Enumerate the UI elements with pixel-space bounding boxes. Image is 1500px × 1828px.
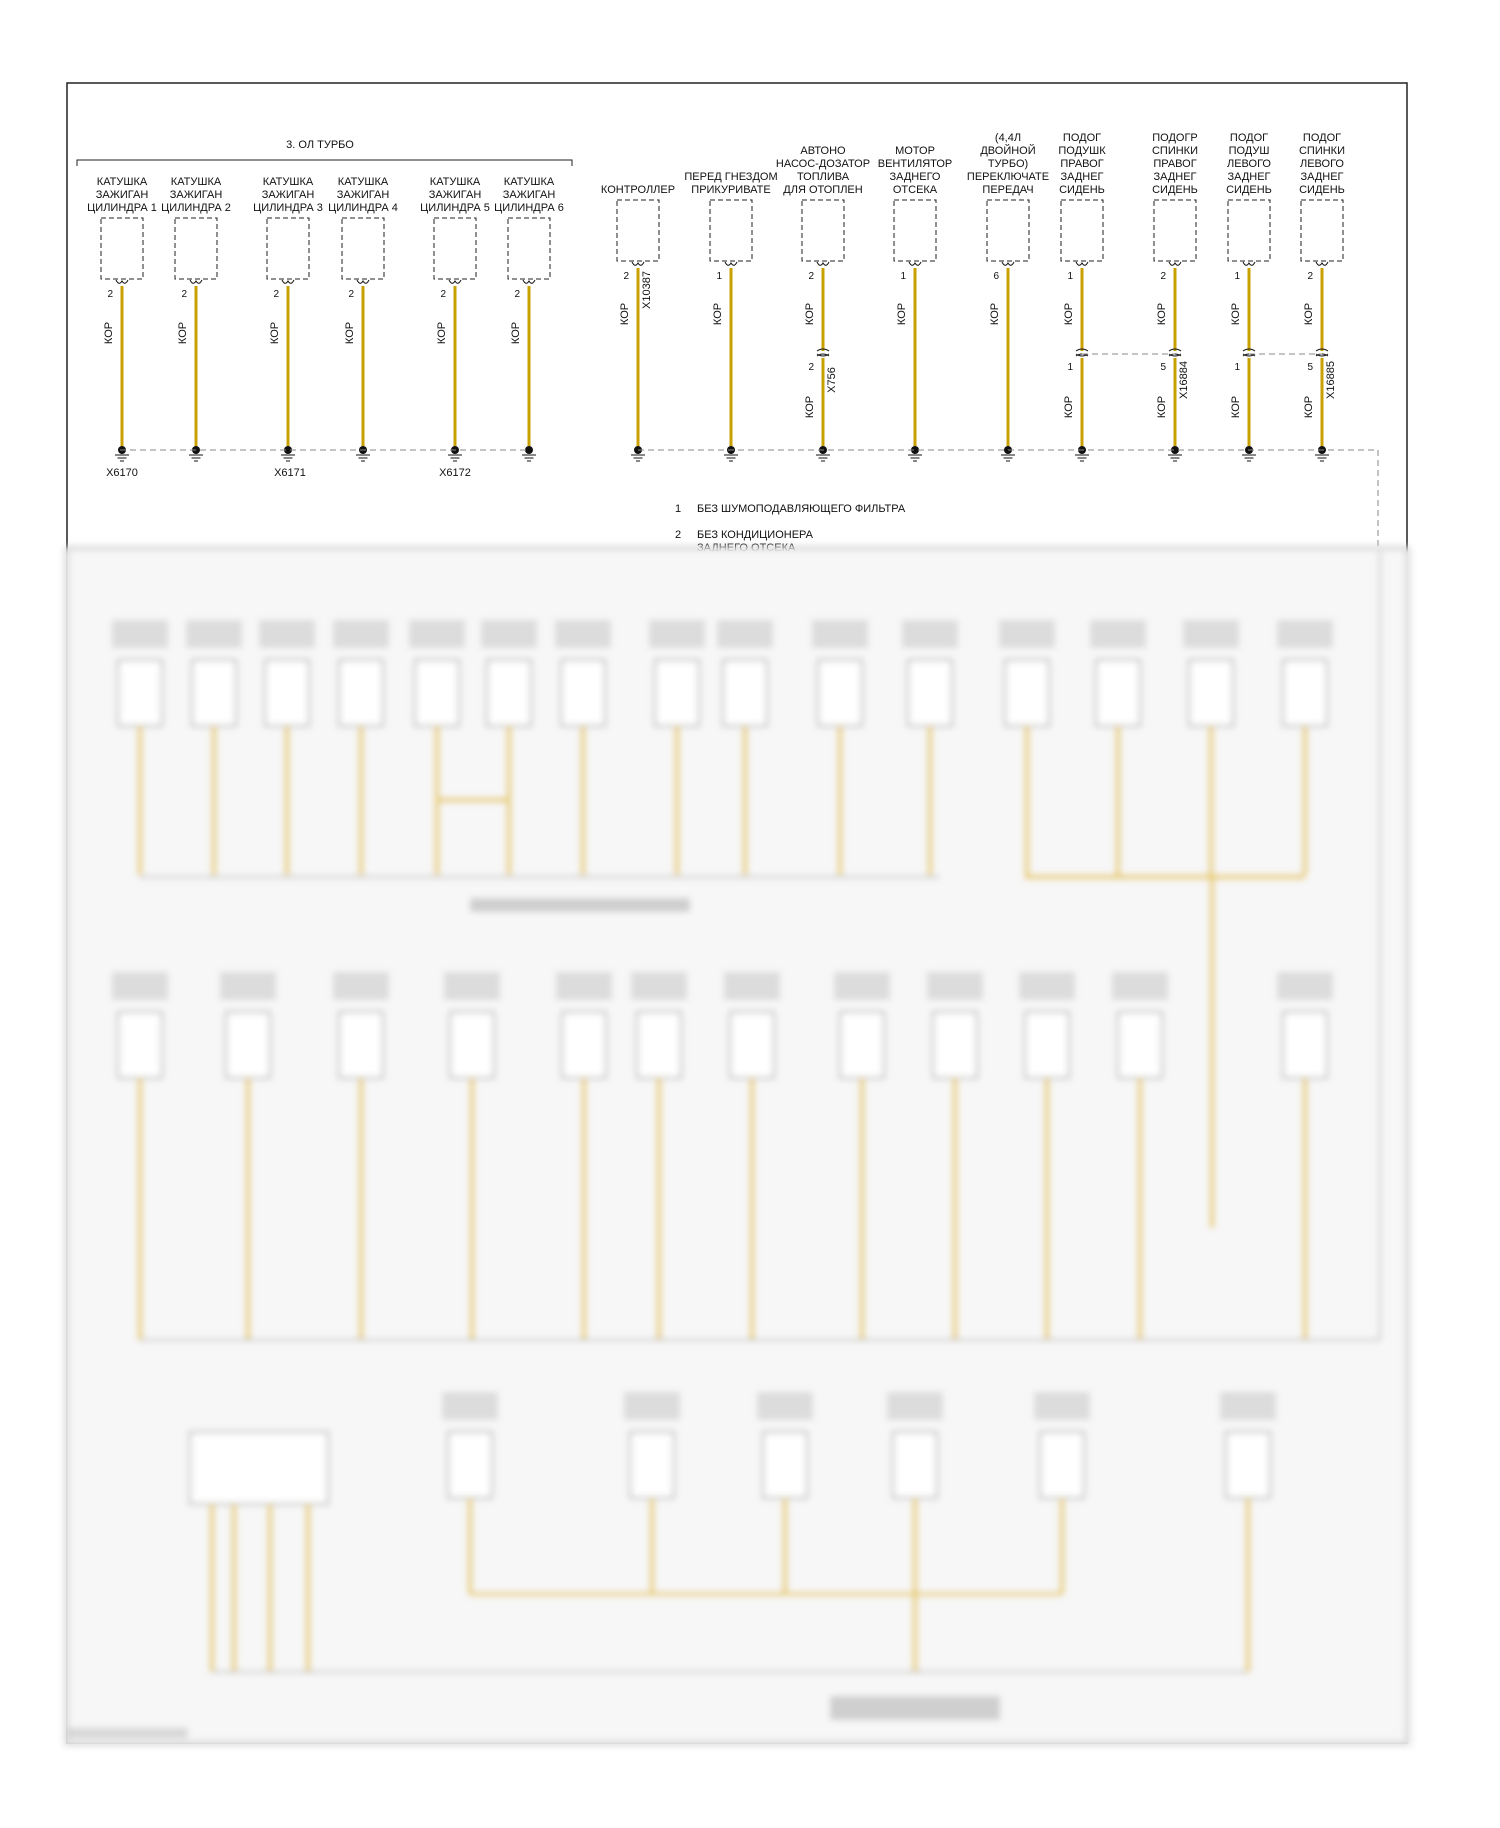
wire-color-label: КОР: [1230, 302, 1242, 326]
blurred-component: [1283, 660, 1327, 726]
component-label: ПОДУШ: [1228, 145, 1270, 157]
blurred-component: [1189, 660, 1233, 726]
component-label: ПЕРЕДАЧ: [982, 184, 1034, 196]
ground-icon: [281, 446, 295, 461]
blurred-label: [1090, 620, 1146, 648]
component-box: [342, 218, 384, 279]
wire-color-label: КОР: [1303, 395, 1315, 419]
pin-number: 1: [900, 271, 906, 282]
ground-icon: [724, 446, 738, 461]
blurred-label: [442, 1392, 498, 1420]
component-ignition-coil-2: [161, 176, 231, 461]
ground-label-3: X6172: [439, 467, 471, 479]
blurred-label: [1277, 972, 1333, 1000]
blurred-component: [190, 1432, 328, 1504]
wire-color-label: КОР: [804, 302, 816, 326]
wire-color-label: КОР: [177, 321, 189, 345]
blurred-label: [812, 620, 868, 648]
blurred-component: [1025, 1012, 1069, 1078]
component-label: ЗАДНЕГ: [1153, 171, 1197, 183]
blurred-label: [186, 620, 242, 648]
component-label: ЦИЛИНДРА 4: [328, 202, 398, 214]
connector-icon: [523, 280, 535, 283]
note-2-num: 2: [675, 529, 682, 541]
component-ignition-coil-6: [494, 176, 564, 461]
component-box: [267, 218, 309, 279]
component-3: [776, 145, 870, 461]
component-label: ДЛЯ ОТОПЛЕН: [783, 184, 863, 196]
blurred-label: [927, 972, 983, 1000]
blurred-label: [1183, 620, 1239, 648]
connector-icon: [449, 280, 461, 283]
component-label: ПРАВОГ: [1153, 158, 1197, 170]
pin-number-inline: 5: [1160, 362, 1166, 373]
component-4: [878, 145, 953, 461]
component-label: ЗАЖИГАН: [261, 189, 315, 201]
connector-icon: [190, 280, 202, 283]
connector-id: X16885: [1325, 361, 1337, 399]
blurred-label: [112, 620, 168, 648]
component-ignition-coil-5: [420, 176, 490, 461]
component-box: [894, 200, 936, 261]
component-1: [601, 184, 675, 461]
wire-color-label: КОР: [896, 302, 908, 326]
component-label: КАТУШКА: [170, 176, 222, 188]
blurred-component: [562, 1012, 606, 1078]
component-label: ПОДОГ: [1229, 132, 1269, 144]
component-label: СИДЕНЬ: [1226, 184, 1272, 196]
blurred-component: [1005, 660, 1049, 726]
connector-icon: [1169, 262, 1181, 265]
pin-number-inline: 2: [808, 362, 814, 373]
connector-icon: [1316, 262, 1328, 265]
blurred-label: [68, 1728, 188, 1738]
connector-icon: [357, 280, 369, 283]
component-ignition-coil-4: [328, 176, 398, 461]
blurred-label: [481, 620, 537, 648]
ground-icon: [1242, 446, 1256, 461]
blurred-component: [630, 1432, 674, 1498]
ground-icon: [189, 446, 203, 461]
component-label: ЦИЛИНДРА 3: [253, 202, 323, 214]
component-label: КОНТРОЛЛЕР: [600, 184, 676, 196]
blurred-component: [840, 1012, 884, 1078]
pin-number: 2: [348, 289, 354, 300]
component-label: ТОПЛИВА: [796, 171, 850, 183]
blurred-label: [631, 972, 687, 1000]
component-5: [967, 132, 1049, 461]
blurred-component: [723, 660, 767, 726]
component-label: ЗАЖИГАН: [428, 189, 482, 201]
blurred-label: [624, 1392, 680, 1420]
blurred-component: [339, 1012, 383, 1078]
blurred-label: [333, 972, 389, 1000]
component-label: ПРИКУРИВАТЕ: [691, 184, 771, 196]
component-label: ВЕНТИЛЯТОР: [877, 158, 953, 170]
blurred-label: [1034, 1392, 1090, 1420]
blurred-component: [448, 1432, 492, 1498]
connector-icon: [909, 262, 921, 265]
blurred-label: [555, 620, 611, 648]
connector-icon: [632, 262, 644, 265]
component-ignition-coil-3: [253, 176, 323, 461]
connector-icon: [1002, 262, 1014, 265]
component-box: [987, 200, 1029, 261]
component-label: СИДЕНЬ: [1152, 184, 1198, 196]
component-label: ЗАЖИГАН: [95, 189, 149, 201]
pin-number: 2: [440, 289, 446, 300]
wire-color-label: КОР: [1303, 302, 1315, 326]
component-label: ТУРБО): [987, 158, 1029, 170]
connector-icon: [817, 262, 829, 265]
ground-icon: [1168, 446, 1182, 461]
blurred-component: [1040, 1432, 1084, 1498]
blurred-label: [724, 972, 780, 1000]
component-box: [1228, 200, 1270, 261]
component-label: ЗАДНЕГ: [1060, 171, 1104, 183]
component-box: [508, 218, 550, 279]
component-label: ПОДОГ: [1062, 132, 1102, 144]
blurred-component: [339, 660, 383, 726]
connector-id: X10387: [641, 271, 653, 309]
top-section: [77, 132, 1378, 554]
group-brace: [77, 160, 572, 166]
component-label: СПИНКИ: [1151, 145, 1199, 157]
component-label: ЗАЖИГАН: [502, 189, 556, 201]
pin-number-inline: 5: [1307, 362, 1313, 373]
blurred-label: [757, 1392, 813, 1420]
blurred-label: [902, 620, 958, 648]
connector-icon: [116, 280, 128, 283]
blurred-component: [226, 1012, 270, 1078]
blurred-label: [1277, 620, 1333, 648]
pin-number: 2: [808, 271, 814, 282]
pin-number: 2: [273, 289, 279, 300]
connector-icon: [1076, 262, 1088, 265]
blurred-component: [1226, 1432, 1270, 1498]
component-label: ЗАДНЕГ: [1300, 171, 1344, 183]
component-label: ЗАДНЕГ: [1227, 171, 1271, 183]
component-label: МОТОР: [895, 145, 935, 157]
note-1-text: БЕЗ ШУМОПОДАВЛЯЮЩЕГО ФИЛЬТРА: [697, 503, 906, 515]
component-9: [1299, 132, 1345, 461]
component-label: ЛЕВОГО: [1227, 158, 1271, 170]
wire-color-label: КОР: [436, 321, 448, 345]
component-box: [1061, 200, 1103, 261]
blurred-label: [830, 1696, 1000, 1720]
component-label: ПЕРЕД ГНЕЗДОМ: [684, 171, 778, 183]
note-2-text: БЕЗ КОНДИЦИОНЕРА: [697, 529, 813, 541]
connector-id: X16884: [1178, 361, 1190, 399]
wire-color-label: КОР: [1063, 302, 1075, 326]
blurred-component: [265, 660, 309, 726]
pin-number: 2: [181, 289, 187, 300]
ground-icon: [1315, 446, 1329, 461]
component-label: ЦИЛИНДРА 1: [87, 202, 157, 214]
wire-color-label: КОР: [712, 302, 724, 326]
component-ignition-coil-1: [87, 176, 157, 461]
ground-icon: [816, 446, 830, 461]
component-label: ПОДУШК: [1058, 145, 1106, 157]
connector-icon: [725, 262, 737, 265]
blurred-label: [444, 972, 500, 1000]
ground-label-1: X6170: [106, 467, 138, 479]
component-label: КАТУШКА: [503, 176, 555, 188]
component-box: [617, 200, 659, 261]
blurred-component: [118, 1012, 162, 1078]
pin-number: 6: [993, 271, 999, 282]
pin-number: 2: [514, 289, 520, 300]
blurred-component: [763, 1432, 807, 1498]
component-label: ДВОЙНОЙ: [980, 145, 1036, 157]
ground-icon: [1075, 446, 1089, 461]
component-box: [802, 200, 844, 261]
blurred-component: [933, 1012, 977, 1078]
blurred-label: [409, 620, 465, 648]
component-box: [1154, 200, 1196, 261]
component-label: ЗАДНЕГО: [889, 171, 941, 183]
wire-color-label: КОР: [269, 321, 281, 345]
component-box: [434, 218, 476, 279]
component-box: [1301, 200, 1343, 261]
component-label: НАСОС-ДОЗАТОР: [775, 158, 871, 170]
blurred-component: [192, 660, 236, 726]
component-label: ОТСЕКА: [892, 184, 938, 196]
pin-number: 2: [1307, 271, 1313, 282]
pin-number-inline: 1: [1067, 362, 1073, 373]
component-label: ПОДОГР: [1152, 132, 1198, 144]
blurred-component: [561, 660, 605, 726]
wire-color-label: КОР: [1156, 302, 1168, 326]
connector-icon: [282, 280, 294, 283]
component-box: [710, 200, 752, 261]
wire-color-label: КОР: [989, 302, 1001, 326]
component-label: ПОДОГ: [1302, 132, 1342, 144]
ground-icon: [448, 446, 462, 461]
blurred-lower-diagram: [62, 548, 1414, 1748]
blurred-label: [1112, 972, 1168, 1000]
pin-number-inline: 1: [1234, 362, 1240, 373]
blurred-component: [818, 660, 862, 726]
component-label: ЗАЖИГАН: [336, 189, 390, 201]
blurred-label: [887, 1392, 943, 1420]
blurred-component: [1283, 1012, 1327, 1078]
blurred-label: [999, 620, 1055, 648]
connector-icon: [1243, 262, 1255, 265]
component-label: ЦИЛИНДРА 2: [161, 202, 231, 214]
component-box: [175, 218, 217, 279]
component-label: КАТУШКА: [429, 176, 481, 188]
blurred-component: [893, 1432, 937, 1498]
component-label: ЦИЛИНДРА 5: [420, 202, 490, 214]
component-label: (4,4Л: [994, 132, 1022, 144]
pin-number: 2: [107, 289, 113, 300]
component-label: КАТУШКА: [337, 176, 389, 188]
blurred-label: [112, 972, 168, 1000]
wire-color-label: КОР: [1063, 395, 1075, 419]
blurred-component: [415, 660, 459, 726]
component-label: ЦИЛИНДРА 6: [494, 202, 564, 214]
note-1-num: 1: [675, 503, 682, 515]
component-6: [1058, 132, 1106, 461]
wire-color-label: КОР: [619, 302, 631, 326]
group-label: 3. ОЛ ТУРБО: [286, 139, 354, 151]
blurred-component: [637, 1012, 681, 1078]
blurred-label: [470, 898, 690, 912]
component-label: СПИНКИ: [1298, 145, 1346, 157]
pin-number: 1: [1067, 271, 1073, 282]
blurred-label: [834, 972, 890, 1000]
blurred-label: [259, 620, 315, 648]
blurred-label: [1220, 1392, 1276, 1420]
wire-color-label: КОР: [103, 321, 115, 345]
ground-label-2: X6171: [274, 467, 306, 479]
component-label: СИДЕНЬ: [1299, 184, 1345, 196]
blurred-label: [1019, 972, 1075, 1000]
component-label: ПЕРЕКЛЮЧАТЕ: [966, 171, 1050, 183]
blurred-label: [333, 620, 389, 648]
component-2: [684, 171, 777, 461]
blurred-label: [556, 972, 612, 1000]
ground-icon: [115, 446, 129, 461]
blurred-label: [649, 620, 705, 648]
component-label: КАТУШКА: [262, 176, 314, 188]
component-label: ЛЕВОГО: [1300, 158, 1344, 170]
ground-icon: [631, 446, 645, 461]
pin-number: 1: [1234, 271, 1240, 282]
component-label: ЗАЖИГАН: [169, 189, 223, 201]
ground-icon: [1001, 446, 1015, 461]
pin-number: 1: [716, 271, 722, 282]
blurred-component: [908, 660, 952, 726]
blurred-component: [655, 660, 699, 726]
component-label: КАТУШКА: [96, 176, 148, 188]
pin-number: 2: [1160, 271, 1166, 282]
blurred-component: [1096, 660, 1140, 726]
ground-icon: [522, 446, 536, 461]
blurred-component: [450, 1012, 494, 1078]
component-label: АВТОНО: [800, 145, 846, 157]
wire-color-label: КОР: [510, 321, 522, 345]
component-7: [1152, 132, 1198, 461]
blurred-component: [487, 660, 531, 726]
connector-id: X756: [826, 367, 838, 393]
component-label: СИДЕНЬ: [1059, 184, 1105, 196]
wire-color-label: КОР: [1156, 395, 1168, 419]
blurred-component: [1118, 1012, 1162, 1078]
pin-number: 2: [623, 271, 629, 282]
blurred-label: [717, 620, 773, 648]
wire-color-label: КОР: [804, 395, 816, 419]
wire-color-label: КОР: [344, 321, 356, 345]
ground-icon: [356, 446, 370, 461]
blurred-component: [730, 1012, 774, 1078]
component-box: [101, 218, 143, 279]
component-label: ПРАВОГ: [1060, 158, 1104, 170]
blurred-label: [220, 972, 276, 1000]
blurred-component: [118, 660, 162, 726]
wire-color-label: КОР: [1230, 395, 1242, 419]
ground-icon: [908, 446, 922, 461]
component-8: [1226, 132, 1272, 461]
